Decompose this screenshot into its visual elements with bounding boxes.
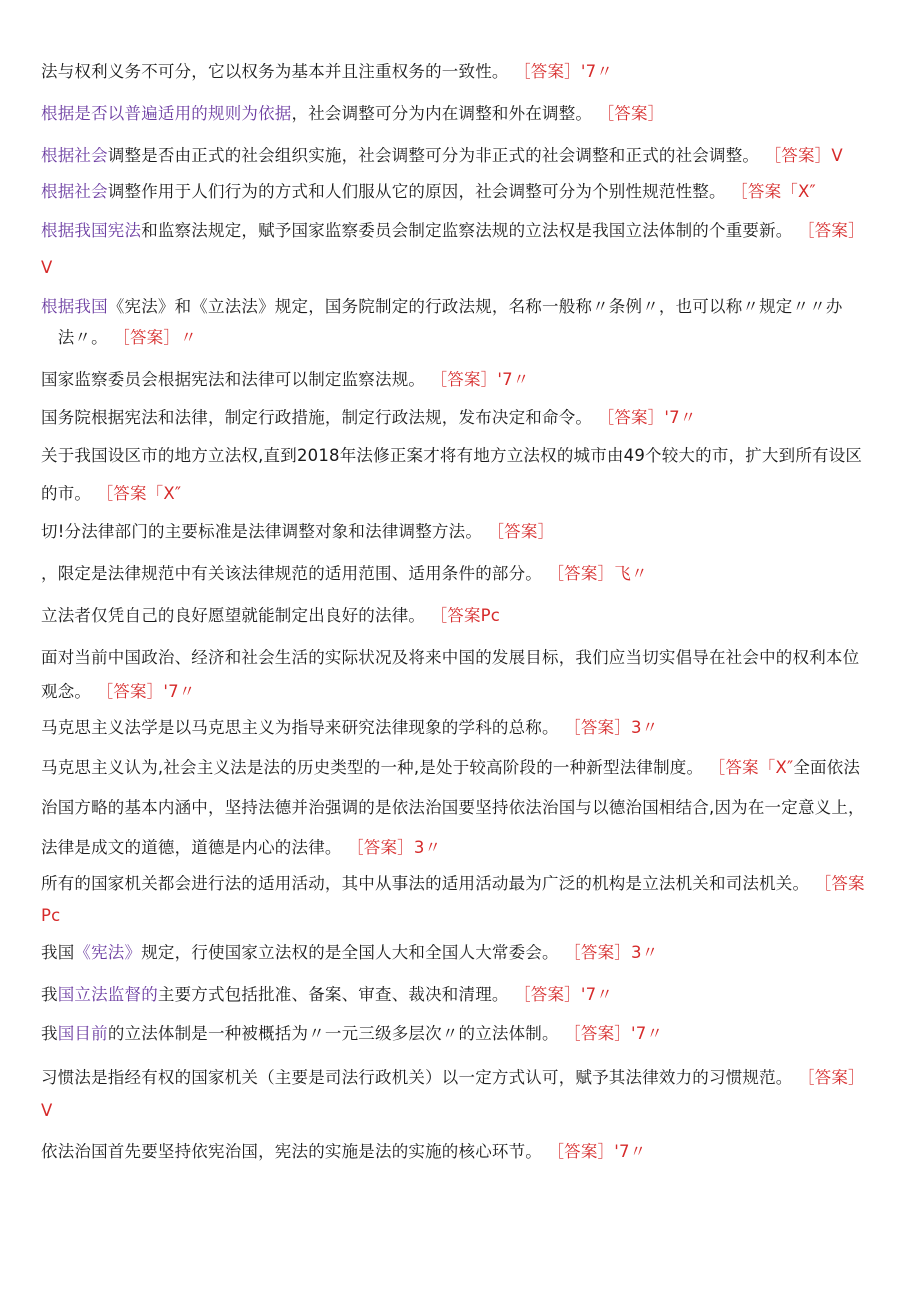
text-line: 根据社会调整作用于人们行为的方式和人们服从它的原因，社会调整可分为个别性规范性整。 ［答案「X″ [41, 182, 816, 201]
text-line: 马克思主义认为,社会主义法是法的历史类型的一种,是处于较高阶段的一种新型法律制度。 ［答案「X″全面依法 [41, 758, 861, 777]
answer-tag: ［答案］ [597, 104, 665, 123]
answer-tag: ［答案］V [764, 146, 843, 165]
text-line: 我国目前的立法体制是一种被概括为〃一元三级多层次〃的立法体制。 ［答案］'7〃 [41, 1024, 664, 1043]
text-line: 切!分法律部门的主要标准是法律调整对象和法律调整方法。 ［答案］ [41, 522, 555, 541]
answer-tag: ［答案「X″ [96, 484, 182, 503]
answer-tag: ［答案］3〃 [564, 718, 659, 737]
text-line [41, 256, 886, 280]
answer-tag: ［答案］'7〃 [597, 408, 697, 427]
text-line: 根据是否以普遍适用的规则为依据，社会调整可分为内在调整和外在调整。 ［答案］ [41, 104, 665, 123]
answer-tag: ［答案］3〃 [564, 943, 659, 962]
answer-tag: ［答案］ [487, 522, 555, 541]
answer-tag: ［答案］'7〃 [514, 62, 613, 81]
text-line: 依法治国首先要坚持依宪治国，宪法的实施是法的实施的核心环节。 ［答案］'7〃 [41, 1142, 647, 1161]
text-line: 根据我国《宪法》和《立法法》规定，国务院制定的行政法规，名称一般称〃条例〃，也可以称〃规定〃〃办 [41, 297, 843, 316]
answer-tag: ［答案「X″ [708, 758, 794, 777]
text-line: 我国《宪法》规定，行使国家立法权的是全国人大和全国人大常委会。 ［答案］3〃 [41, 943, 659, 962]
answer-tag: ［答案］'7〃 [430, 370, 530, 389]
answer-tag: ［答案］'7〃 [547, 1142, 647, 1161]
answer-tag: ［答案］〃 [113, 328, 197, 347]
text-line: 马克思主义法学是以马克思主义为指导来研究法律现象的学科的总称。 ［答案］3〃 [41, 718, 659, 737]
answer-tag: ［答案Pc [430, 606, 501, 625]
answer-tag: ［答案］'7〃 [96, 682, 196, 701]
answer-tag: Pc [41, 906, 61, 925]
text-line: 习惯法是指经有权的国家机关（主要是司法行政机关）以一定方式认可，赋予其法律效力的习惯规范。 ［答案］ [41, 1068, 865, 1087]
text-line: 法〃。 ［答案］〃 [41, 328, 197, 347]
answer-tag: ［答案］ [797, 1068, 865, 1087]
answer-tag: ［答案 [814, 874, 865, 893]
text-line: 面对当前中国政治、经济和社会生活的实际状况及将来中国的发展目标，我们应当切实倡导在社会中的权利本位 [41, 648, 860, 667]
answer-tag: ［答案「X″ [731, 182, 816, 201]
text-line: 法与权利义务不可分，它以权务为基本并且注重权务的一致性。 ［答案］'7〃 [41, 62, 613, 81]
text-line [41, 1099, 886, 1123]
answer-tag: ［答案］飞〃 [547, 564, 648, 583]
answer-tag: ［答案］ [797, 221, 865, 240]
text-line [41, 904, 886, 928]
text-line: 我国立法监督的主要方式包括批准、备案、审查、裁决和清理。 ［答案］'7〃 [41, 985, 613, 1004]
text-line: 根据社会调整是否由正式的社会组织实施，社会调整可分为非正式的社会调整和正式的社会调整。 ［答案］V [41, 146, 843, 165]
text-line: 的市。 ［答案「X″ [41, 484, 182, 503]
answer-tag: ［答案］'7〃 [514, 985, 613, 1004]
answer-tag: ［答案］'7〃 [564, 1024, 664, 1043]
text-line: 根据我国宪法和监察法规定，赋予国家监察委员会制定监察法规的立法权是我国立法体制的个重要新。 ［答案］ [41, 221, 865, 240]
text-line: 关于我国设区市的地方立法权,直到2018年法修正案才将有地方立法权的城市由49个较大的市，扩大到所有设区 [41, 446, 863, 465]
text-line: ，限定是法律规范中有关该法律规范的适用范围、适用条件的部分。 ［答案］飞〃 [41, 564, 648, 583]
answer-tag: V [41, 258, 53, 277]
answer-tag: ［答案］3〃 [347, 838, 442, 857]
text-line: 法律是成文的道德，道德是内心的法律。 ［答案］3〃 [41, 838, 442, 857]
text-line: 立法者仅凭自己的良好愿望就能制定出良好的法律。 ［答案Pc [41, 606, 501, 625]
text-line: 治国方略的基本内涵中，坚持法德并治强调的是依法治国要坚持依法治国与以德治国相结合,因为在一定意义上， [41, 798, 865, 817]
answer-tag: V [41, 1101, 53, 1120]
text-line: 观念。 ［答案］'7〃 [41, 682, 196, 701]
text-line: 国务院根据宪法和法律，制定行政措施，制定行政法规，发布决定和命令。 ［答案］'7〃 [41, 408, 697, 427]
text-line: 国家监察委员会根据宪法和法律可以制定监察法规。 ［答案］'7〃 [41, 370, 530, 389]
text-line: 所有的国家机关都会进行法的适用活动，其中从事法的适用活动最为广泛的机构是立法机关和司法机关。 ［答案 [41, 874, 865, 893]
